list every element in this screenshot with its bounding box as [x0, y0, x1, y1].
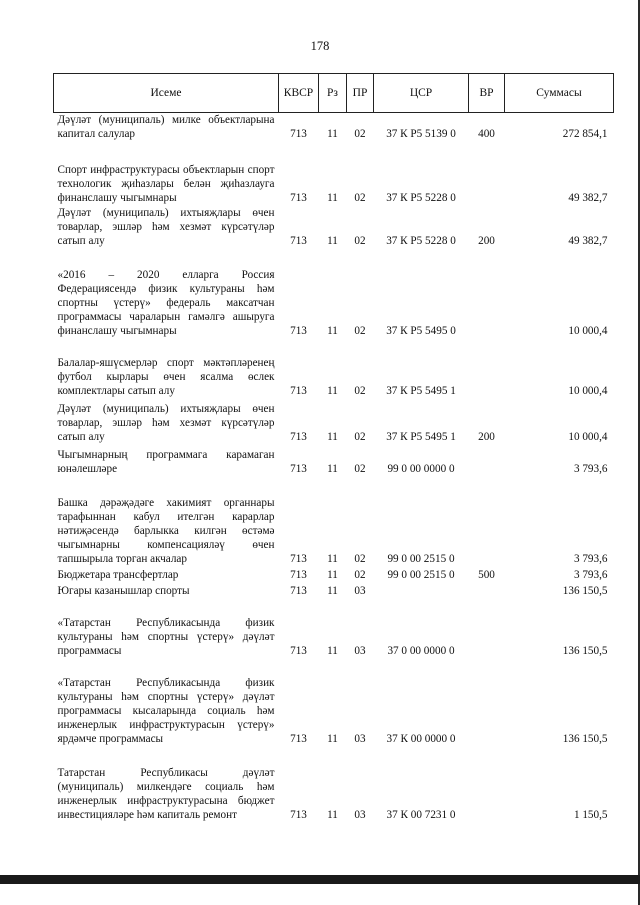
row-rz: 11: [327, 385, 338, 397]
row-csr: 37 К 00 0000 0: [386, 733, 456, 745]
row-pr: 03: [354, 809, 366, 821]
row-vr: 400: [478, 128, 495, 140]
row-kvsr: 713: [290, 645, 307, 657]
row-kvsr: 713: [290, 192, 307, 204]
row-csr: 99 0 00 2515 0: [387, 553, 455, 565]
row-sum: 3 793,6: [573, 569, 608, 581]
row-csr: 99 0 00 2515 0: [387, 569, 455, 581]
row-vr: [469, 141, 505, 205]
row-csr: 99 0 00 0000 0: [387, 463, 455, 475]
row-sum: 10 000,4: [568, 385, 608, 397]
row-csr: 37 К Р5 5495 1: [386, 431, 456, 443]
row-name: «Татарстан Республикасында физик культураны һәм спортны үстерү» дәүләт программасы кысаларында социаль һәм инженерлык инфраструктурасын үстерү» ярдәмче программасы: [57, 677, 275, 745]
row-pr: 02: [354, 192, 366, 204]
row-sum: 136 150,5: [562, 585, 608, 597]
row-csr: 37 К Р5 5495 0: [386, 325, 456, 337]
row-csr: 37 К Р5 5228 0: [386, 192, 456, 204]
row-rz: 11: [327, 733, 338, 745]
row-pr: 03: [354, 645, 366, 657]
row-rz: 11: [327, 569, 338, 581]
row-pr: 02: [354, 463, 366, 475]
row-pr: 03: [354, 733, 366, 745]
table-row: [54, 444, 614, 476]
row-sum: 1 150,5: [573, 809, 608, 821]
row-vr: 200: [478, 235, 495, 247]
table-row: [54, 141, 614, 205]
table-row: [54, 598, 614, 658]
row-vr: [469, 338, 505, 398]
row-rz: 11: [327, 585, 338, 597]
row-sum: 3 793,6: [573, 463, 608, 475]
row-sum: 3 793,6: [573, 553, 608, 565]
row-name: Чыгымнарның программага карамаган юнәлешләре: [57, 449, 275, 475]
row-csr: 37 К Р5 5228 0: [386, 235, 456, 247]
row-vr: [469, 598, 505, 658]
row-csr: 37 К Р5 5495 1: [386, 385, 456, 397]
row-csr: 37 К 00 7231 0: [386, 809, 456, 821]
budget-table: [53, 73, 614, 822]
row-csr: 37 К Р5 5139 0: [386, 128, 456, 140]
row-name: Балалар-яшүсмерләр спорт мәктәпләренең футбол кырлары өчен ясалма өслек комплектлары сатып алу: [57, 357, 275, 397]
table-row: [54, 658, 614, 746]
row-rz: 11: [327, 645, 338, 657]
row-sum: 136 150,5: [562, 645, 608, 657]
row-vr: [469, 476, 505, 566]
page-number: 178: [310, 39, 330, 53]
header-name: Исеме: [54, 74, 279, 113]
row-kvsr: 713: [290, 553, 307, 565]
table-row: [54, 205, 614, 248]
row-pr: 02: [354, 553, 366, 565]
row-kvsr: 713: [290, 325, 307, 337]
table-row: [54, 338, 614, 398]
header-rz: Рз: [319, 74, 347, 113]
row-csr: 37 0 00 0000 0: [387, 645, 455, 657]
row-pr: 02: [354, 431, 366, 443]
row-rz: 11: [327, 235, 338, 247]
table-header-row: [54, 74, 614, 113]
table-row: [54, 566, 614, 582]
row-kvsr: 713: [290, 463, 307, 475]
row-name: Дәүләт (муниципаль) ихтыяҗлары өчен товарлар, эшләр һәм хезмәт күрсәтүләр сатып алу: [57, 207, 275, 247]
row-sum: 136 150,5: [562, 733, 608, 745]
row-name: Югары казанышлар спорты: [57, 585, 190, 597]
row-name: Дәүләт (муниципаль) ихтыяҗлары өчен товарлар, эшләр һәм хезмәт күрсәтүләр сатып алу: [57, 403, 275, 443]
row-kvsr: 713: [290, 733, 307, 745]
table-row: [54, 476, 614, 566]
row-kvsr: 713: [290, 235, 307, 247]
row-rz: 11: [327, 553, 338, 565]
row-kvsr: 713: [290, 385, 307, 397]
row-vr: 200: [478, 431, 495, 443]
row-pr: 02: [354, 128, 366, 140]
header-vr: ВР: [469, 74, 505, 113]
row-name: Дәүләт (муниципаль) милке объектларына капитал салулар: [57, 114, 275, 140]
table-row: [54, 746, 614, 822]
row-name: «2016 – 2020 елларга Россия Федерациясендә физик культураны һәм спортны үстерү» федераль максатчан программасы чараларын гамәлгә ашыруга финанслашу чыгымнары: [57, 269, 275, 337]
header-pr: ПР: [347, 74, 374, 113]
row-vr: 500: [478, 569, 495, 581]
row-sum: 10 000,4: [568, 431, 608, 443]
row-rz: 11: [327, 809, 338, 821]
header-sum: Суммасы: [505, 74, 614, 113]
row-rz: 11: [327, 192, 338, 204]
row-rz: 11: [327, 325, 338, 337]
table-row: [54, 248, 614, 338]
row-pr: 02: [354, 325, 366, 337]
row-pr: 02: [354, 235, 366, 247]
row-vr: [469, 582, 505, 598]
row-vr: [469, 444, 505, 476]
row-sum: 10 000,4: [568, 325, 608, 337]
scan-bottom-border: [0, 875, 640, 884]
row-name: «Татарстан Республикасында физик культураны һәм спортны үстерү» дәүләт программасы: [57, 617, 275, 657]
row-pr: 02: [354, 569, 366, 581]
row-csr: [374, 582, 469, 598]
row-vr: [469, 658, 505, 746]
row-sum: 272 854,1: [562, 128, 608, 140]
row-rz: 11: [327, 128, 338, 140]
row-vr: [469, 248, 505, 338]
row-vr: [469, 746, 505, 822]
row-sum: 49 382,7: [568, 192, 608, 204]
row-kvsr: 713: [290, 569, 307, 581]
row-kvsr: 713: [290, 431, 307, 443]
row-name: Бюджетара трансфертлар: [57, 569, 179, 581]
table-row: [54, 398, 614, 444]
row-name: Татарстан Республикасы дәүләт (муниципаль) милкендәге социаль һәм инженерлык инфраструктурасына бюджет инвестицияләре һәм капиталь ремонт: [57, 767, 275, 821]
table-row: [54, 582, 614, 598]
header-csr: ЦСР: [374, 74, 469, 113]
row-name: Башка дәрәҗәдәге хакимият органнары тарафыннан кабул ителгән карарлар нәтиҗәсендә барлыкка килгән өстәмә чыгымнарны компенсацияләү өчен тапшырыла торган акчалар: [57, 497, 275, 565]
header-kvsr: КВСР: [279, 74, 319, 113]
row-kvsr: 713: [290, 128, 307, 140]
row-name: Спорт инфраструктурасы объектларын спорт технологик җиһазлары белән җиһазлауга финанслашу чыгымнары: [57, 164, 275, 204]
row-rz: 11: [327, 463, 338, 475]
row-pr: 02: [354, 385, 366, 397]
row-sum: 49 382,7: [568, 235, 608, 247]
row-pr: 03: [354, 585, 366, 597]
row-rz: 11: [327, 431, 338, 443]
table-row: [54, 113, 614, 142]
row-kvsr: 713: [290, 809, 307, 821]
row-kvsr: 713: [290, 585, 307, 597]
